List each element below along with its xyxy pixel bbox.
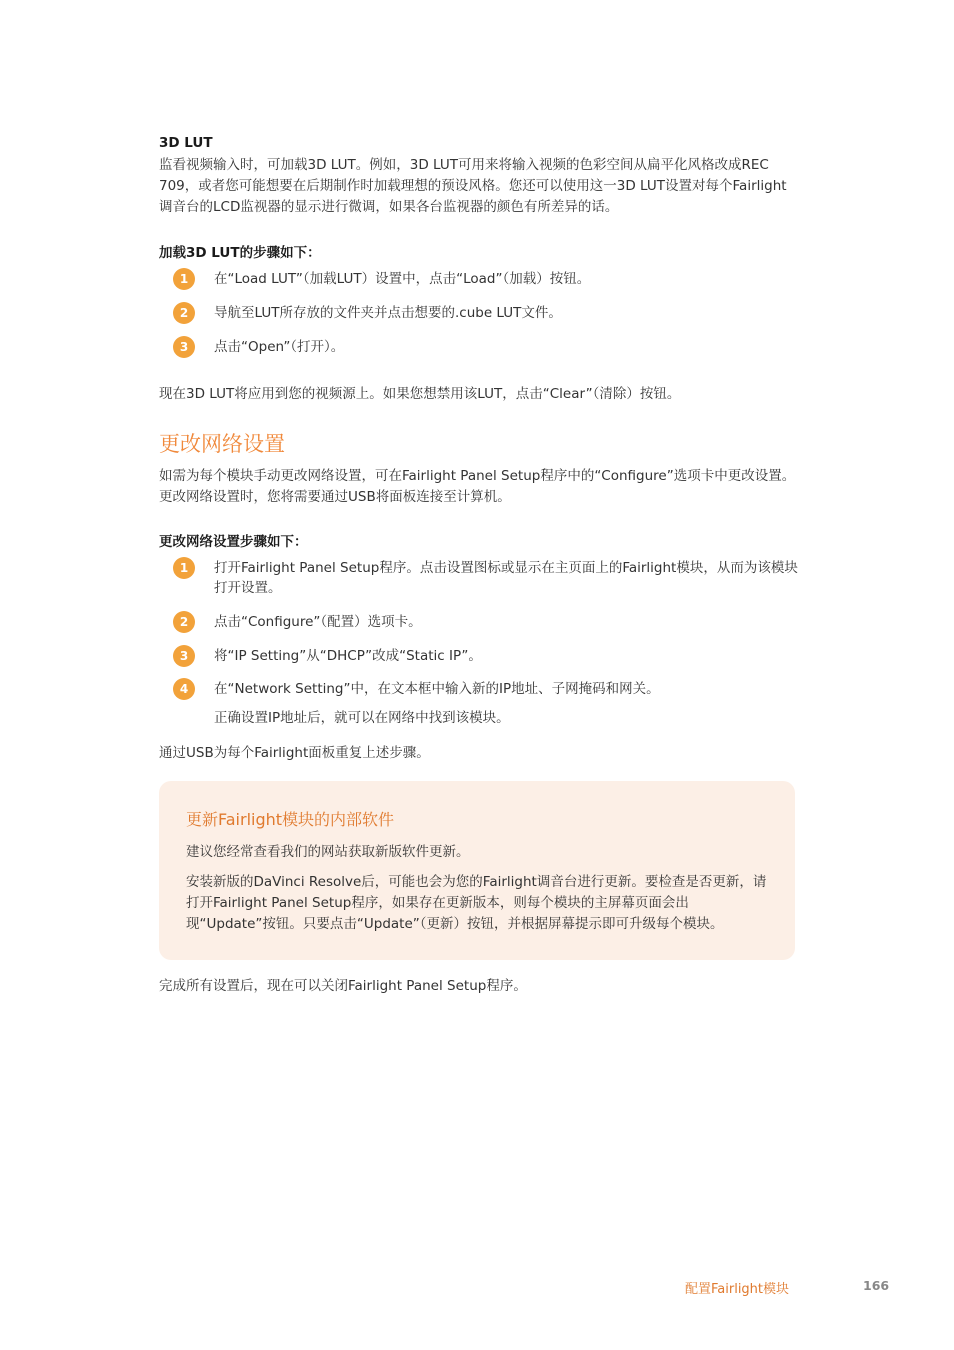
step-number-badge: 4 xyxy=(173,678,195,700)
note-paragraph-1: 建议您经常查看我们的网站获取新版软件更新。 xyxy=(186,844,470,860)
footer-page-number: 166 xyxy=(863,1278,890,1293)
step-number-badge: 2 xyxy=(173,611,195,633)
step-number-badge: 1 xyxy=(173,268,195,290)
network-after: 通过USB为每个Fairlight面板重复上述步骤。 xyxy=(159,745,430,761)
network-step-note: 正确设置IP地址后，就可以在网络中找到该模块。 xyxy=(214,710,510,726)
lut-intro: 监看视频输入时，可加载3D LUT。例如，3D LUT可用来将输入视频的色彩空间从扁平化风格改成REC 709，或者您可能想要在后期制作时加载理想的预设风格。您还可以使用这一3D LUT设置对每个Fairlight调音台的LCD监视器的显示进行微调，如果各台监视器的颜色有所差异的话。 xyxy=(159,157,787,215)
network-steps-heading: 更改网络设置步骤如下： xyxy=(159,534,308,550)
lut-after: 现在3D LUT将应用到您的视频源上。如果您想禁用该LUT，点击“Clear”（清除）按钮。 xyxy=(159,386,681,402)
step-text: 打开Fairlight Panel Setup程序。点击设置图标或显示在主页面上的Fairlight模块，从而为该模块打开设置。 xyxy=(214,560,798,596)
step-number-badge: 3 xyxy=(173,645,195,667)
lut-heading: 3D LUT xyxy=(159,135,213,151)
step-text: 将“IP Setting”从“DHCP”改成“Static IP”。 xyxy=(214,648,482,664)
closing-paragraph: 完成所有设置后，现在可以关闭Fairlight Panel Setup程序。 xyxy=(159,978,527,994)
lut-steps-heading: 加载3D LUT的步骤如下： xyxy=(159,245,321,261)
step-text: 导航至LUT所存放的文件夹并点击想要的.cube LUT文件。 xyxy=(214,305,562,321)
network-heading: 更改网络设置 xyxy=(159,432,285,456)
step-text: 点击“Configure”（配置）选项卡。 xyxy=(214,614,422,630)
step-text: 在“Load LUT”（加载LUT）设置中，点击“Load”（加载）按钮。 xyxy=(214,271,591,287)
step-number-badge: 2 xyxy=(173,302,195,324)
footer-chapter-title: 配置Fairlight模块 xyxy=(685,1282,790,1297)
note-title: 更新Fairlight模块的内部软件 xyxy=(186,810,395,829)
step-text: 点击“Open”（打开）。 xyxy=(214,339,345,355)
note-box xyxy=(159,781,795,960)
step-number-badge: 1 xyxy=(173,557,195,579)
step-text: 在“Network Setting”中，在文本框中输入新的IP地址、子网掩码和网关。 xyxy=(214,681,660,697)
note-paragraph-2: 安装新版的DaVinci Resolve后，可能也会为您的Fairlight调音台进行更新。要检查是否更新，请打开Fairlight Panel Setup程序，如果存在更新版本，则每个模块的主屏幕页面会出现“Update”按钮。只要点击“Update”（更新）按钮，并根据屏幕提示即可升级每个模块。 xyxy=(186,874,767,932)
network-intro: 如需为每个模块手动更改网络设置，可在Fairlight Panel Setup程序中的“Configure”选项卡中更改设置。更改网络设置时，您将需要通过USB将面板连接至计算机。 xyxy=(159,468,796,505)
step-number-badge: 3 xyxy=(173,336,195,358)
